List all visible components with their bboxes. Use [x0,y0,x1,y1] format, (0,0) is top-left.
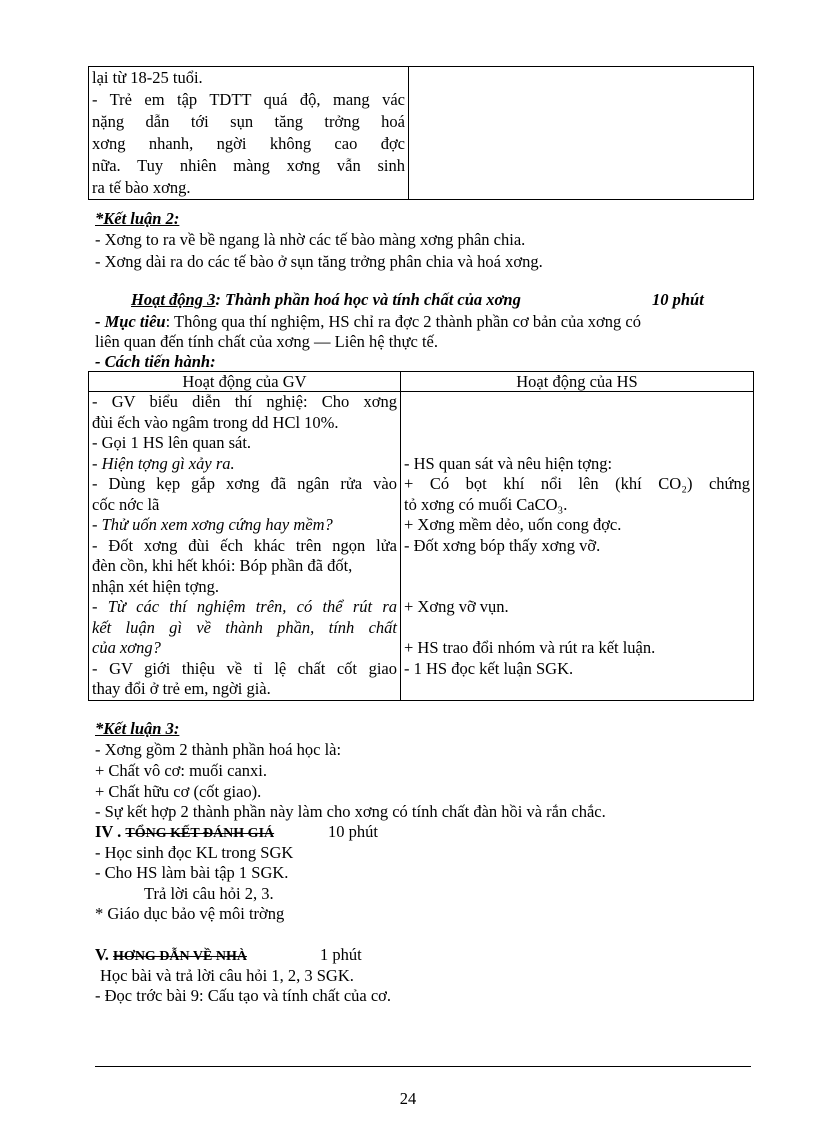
conclusion3-line: - Xơng gồm 2 thành phần hoá học là: [95,740,342,759]
table1-line: nữa. Tuy nhiên màng xơng vẫn sinh [92,156,405,175]
section5-line: Học bài và trả lời câu hỏi 1, 2, 3 SGK. [100,966,354,985]
section4-title: TỔNG KẾT ĐÁNH GIÁ [125,826,275,841]
header-gv: Hoạt động của GV [89,372,401,392]
gv-line: - Đốt xơng đùi ếch khác trên ngọn lửa [92,535,397,555]
gv-line: kết luận gì về thành phần, tính chất [92,617,397,637]
table1-line: xơng nhanh, ngời không cao đợc [92,134,405,153]
table-header-row [89,372,754,392]
table1-right-cell [409,67,754,200]
activity3-label: Hoạt động 3 [131,290,216,309]
activity-table [88,371,754,701]
activity3-objective [95,312,641,332]
activity3-title: : Thành phần hoá học và tính chất của xơng [215,290,521,309]
section5-number: V. [95,945,114,964]
gv-line: - GV giới thiệu về tỉ lệ chất cốt giao [92,658,397,678]
table1-line: ra tế bào xơng. [92,178,191,197]
hs-line [404,679,750,700]
hs-line: + Có bọt khí nổi lên (khí CO₂) chứng [404,474,750,493]
activity3-heading [131,290,521,310]
section4-number: IV . [95,822,126,841]
section4-line: Trả lời câu hỏi 2, 3. [144,884,274,903]
section5-heading [95,945,247,967]
conclusion2-line: - Xơng dài ra do các tế bào ở sụn tăng trởng phân chia và hoá xơng. [95,252,543,271]
hs-line: + Xơng mềm dẻo, uốn cong đợc. [404,515,622,534]
gv-column [89,392,401,701]
section5-line: - Đọc trớc bài 9: Cấu tạo và tính chất của cơ. [95,986,392,1005]
gv-line: - GV biểu diễn thí nghiệ: Cho xơng [92,392,397,411]
gv-line: - Thử uốn xem xơng cứng hay mềm? [92,515,333,534]
hs-line: + Xơng vỡ vụn. [404,597,509,616]
conclusion3-line: + Chất vô cơ: muối canxi. [95,761,268,780]
page-number: 24 [399,1089,417,1108]
table-body-row [89,392,754,701]
conclusion2-line: - Xơng to ra về bề ngang là nhờ các tế bào màng xơng phân chia. [95,230,526,249]
section4-line: * Giáo dục bảo vệ môi trờng [95,904,285,923]
hs-line: - 1 HS đọc kết luận SGK. [404,658,574,678]
conclusion2-heading: *Kết luận 2: [95,209,180,228]
hs-line [404,413,750,434]
objective-text-line2: liên quan đến tính chất của xơng — Liên hệ thực tế. [95,332,438,351]
table1-line: nặng dẫn tới sụn tăng trởng hoá [92,112,405,131]
gv-line: cốc nớc lã [92,494,160,514]
gv-line: - Hiện tợng gì xảy ra. [92,453,235,473]
hs-line: tỏ xơng có muối CaCO₃. [404,494,568,514]
gv-line: đèn cồn, khi hết khói: Bóp phần đã đốt, [92,556,353,575]
section4-heading [95,822,274,844]
table1-line: lại từ 18-25 tuổi. [92,68,203,87]
hs-line [404,392,750,413]
section4-time: 10 phút [328,822,378,841]
table1-line: - Trẻ em tập TDTT quá độ, mang vác [92,90,405,109]
hs-column [401,392,754,701]
gv-line: nhận xét hiện tợng. [92,576,219,596]
hs-line: - HS quan sát và nêu hiện tợng: [404,453,613,473]
conclusion3-heading: *Kết luận 3: [95,719,180,738]
objective-label: - Mục tiêu [95,312,166,331]
continuation-table [88,66,754,200]
conclusion3-line: + Chất hữu cơ (cốt giao). [95,782,262,801]
section4-line: - Học sinh đọc KL trong SGK [95,843,294,862]
hs-line: + HS trao đổi nhóm và rút ra kết luận. [404,638,656,657]
section5-time: 1 phút [320,945,362,964]
hs-line [404,433,750,454]
gv-line: - Từ các thí nghiệm trên, có thể rút ra [92,597,397,616]
section4-line: - Cho HS làm bài tập 1 SGK. [95,863,289,882]
hs-line [404,556,750,577]
gv-line: - Dùng kẹp gắp xơng đã ngân rửa vào [92,474,397,493]
gv-line: - Gọi 1 HS lên quan sát. [92,433,252,452]
section5-title: HƠNG DẪN VỀ NHÀ [113,949,247,964]
gv-line: thay đổi ở trẻ em, ngời già. [92,679,271,698]
conclusion3-line: - Sự kết hợp 2 thành phần này làm cho xơng có tính chất đàn hồi và rắn chắc. [95,802,606,821]
footer-rule [95,1066,751,1067]
objective-text: : Thông qua thí nghiệm, HS chỉ ra đợc 2 thành phần cơ bản của xơng có [165,312,641,331]
gv-line: đùi ếch vào ngâm trong dd HCl 10%. [92,412,339,432]
hs-line: - Đốt xơng bóp thấy xơng vỡ. [404,535,601,555]
header-hs: Hoạt động của HS [401,372,754,392]
hs-line [404,577,750,598]
table1-left-cell [89,67,409,200]
gv-line: của xơng? [92,638,161,657]
procedure-label: - Cách tiến hành: [95,352,216,371]
activity3-time: 10 phút [652,290,704,309]
hs-line [404,618,750,639]
